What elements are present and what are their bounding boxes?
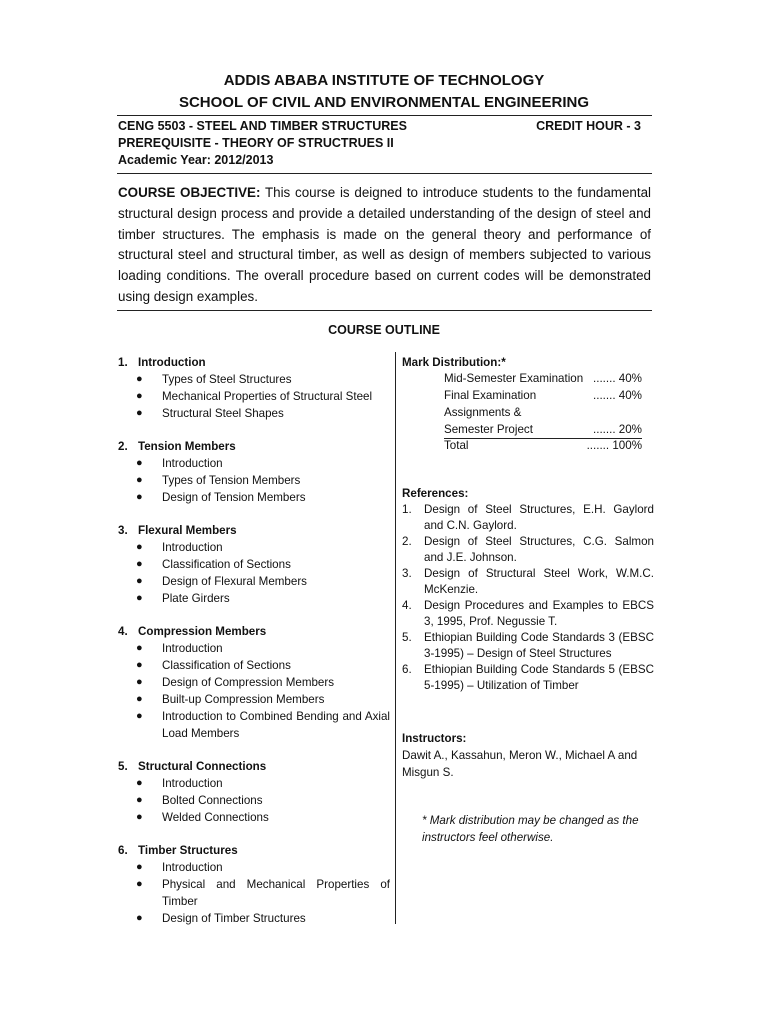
mark-row [444,371,642,387]
bullet-icon: ● [136,373,143,385]
topic-item [118,775,390,792]
reference-text: Design of Steel Structures, E.H. Gaylord and C.N. Gaylord. [424,503,654,532]
topic-item [118,573,390,590]
section-title: Structural Connections [138,760,267,773]
mark-total-row [444,438,642,454]
mark-note: * Mark distribution may be changed as the instructors feel otherwise. [422,814,639,844]
topic-list [118,640,390,742]
topic-text: Design of Flexural Members [162,575,307,588]
topic-item [118,691,390,708]
references-list [402,502,654,693]
topic-item [118,674,390,691]
bullet-icon: ● [136,541,143,553]
topic-item [118,876,390,910]
mark-value: ....... 100% [586,439,642,452]
topic-text: Introduction [162,457,223,470]
section-heading [118,522,390,539]
objective-text: This course is deigned to introduce students to the fundamental structural design process and provide a detailed understanding of the design of steel and timber structures. The emphasis is made on the general theory and performance of structural steel and structural timber, as well as design of members subjected to various loading conditions. The overall procedure based on current codes will be demonstrated using design examples. [118,185,651,304]
divider [117,115,652,116]
topic-text: Introduction to Combined Bending and Axial Load Members [162,710,390,740]
bullet-icon: ● [136,659,143,671]
section-number: 4. [118,625,128,638]
outline-section [118,758,390,826]
section-number: 5. [118,760,128,773]
topic-text: Introduction [162,861,223,874]
divider [117,173,652,174]
topic-text: Classification of Sections [162,659,291,672]
topic-text: Introduction [162,777,223,790]
academic-year: Academic Year: 2012/2013 [118,153,274,167]
mark-value: ....... 20% [593,423,642,436]
references-heading: References: [402,487,469,500]
bullet-icon: ● [136,491,143,503]
mark-label: Assignments & [444,406,522,419]
reference-item [402,566,654,597]
topic-text: Plate Girders [162,592,230,605]
reference-item [402,502,654,533]
section-number: 3. [118,524,128,537]
divider [117,310,652,311]
topic-text: Mechanical Properties of Structural Steel [162,390,373,403]
reference-number: 5. [402,631,412,644]
reference-text: Ethiopian Building Code Standards 3 (EBSC 3-1995) – Design of Steel Structures [424,631,654,660]
topic-item [118,371,390,388]
section-heading [118,623,390,640]
topic-text: Types of Tension Members [162,474,301,487]
instructors [402,730,654,781]
section-title: Timber Structures [138,844,238,857]
topic-text: Built-up Compression Members [162,693,325,706]
topic-item [118,708,390,742]
section-title: Introduction [138,356,206,369]
topic-item [118,910,390,927]
mark-value: ....... 40% [593,389,642,402]
bullet-icon: ● [136,861,143,873]
course-outline [118,354,390,943]
topic-list [118,775,390,826]
topic-item [118,472,390,489]
outline-section [118,354,390,422]
section-title: Flexural Members [138,524,237,537]
topic-item [118,489,390,506]
bullet-icon: ● [136,407,143,419]
school-title: SCHOOL OF CIVIL AND ENVIRONMENTAL ENGINEERING [178,94,590,111]
marks-heading: Mark Distribution:* [402,356,506,369]
topic-item [118,859,390,876]
reference-text: Ethiopian Building Code Standards 5 (EBSC 5-1995) – Utilization of Timber [424,663,654,692]
topic-item [118,388,390,405]
topic-item [118,405,390,422]
bullet-icon: ● [136,878,143,890]
bullet-icon: ● [136,457,143,469]
right-column [402,354,654,844]
topic-text: Design of Tension Members [162,491,306,504]
bullet-icon: ● [136,390,143,402]
reference-number: 2. [402,535,412,548]
section-heading [118,438,390,455]
topic-text: Design of Compression Members [162,676,335,689]
mark-row [444,388,642,404]
bullet-icon: ● [136,558,143,570]
objective-label: COURSE OBJECTIVE: [118,185,261,200]
reference-item [402,630,654,661]
mark-label: Mid-Semester Examination [444,372,584,385]
topic-item [118,590,390,607]
reference-number: 4. [402,599,412,612]
mark-row [444,422,642,439]
column-divider [395,352,396,924]
section-number: 6. [118,844,128,857]
outline-title: COURSE OUTLINE [328,323,440,337]
mark-value: ....... 40% [593,372,642,385]
mark-label: Semester Project [444,423,533,436]
topic-item [118,640,390,657]
reference-item [402,534,654,565]
topic-text: Classification of Sections [162,558,291,571]
mark-distribution [402,371,654,457]
topic-text: Welded Connections [162,811,269,824]
topic-list [118,455,390,506]
institute-title: ADDIS ABABA INSTITUTE OF TECHNOLOGY [223,72,545,89]
topic-list [118,539,390,607]
section-title: Tension Members [138,440,236,453]
topic-text: Design of Timber Structures [162,912,306,925]
mark-label: Total [444,439,469,452]
bullet-icon: ● [136,693,143,705]
instructors-heading: Instructors: [402,732,467,745]
bullet-icon: ● [136,811,143,823]
bullet-icon: ● [136,912,143,924]
outline-section [118,522,390,607]
bullet-icon: ● [136,474,143,486]
section-number: 2. [118,440,128,453]
reference-number: 6. [402,663,412,676]
topic-item [118,556,390,573]
bullet-icon: ● [136,710,143,722]
mark-label: Final Examination [444,389,537,402]
instructor-names: Dawit A., Kassahun, Meron W., Michael A and Misgun S. [402,749,638,779]
topic-text: Introduction [162,541,223,554]
topic-item [118,657,390,674]
topic-item [118,539,390,556]
reference-item [402,662,654,693]
outline-section [118,438,390,506]
reference-text: Design of Steel Structures, C.G. Salmon and J.E. Johnson. [424,535,654,564]
outline-section [118,623,390,742]
topic-text: Structural Steel Shapes [162,407,284,420]
reference-number: 3. [402,567,412,580]
reference-number: 1. [402,503,412,516]
section-heading [118,758,390,775]
credit-hour: CREDIT HOUR - 3 [536,119,641,133]
mark-row [444,405,642,421]
bullet-icon: ● [136,592,143,604]
topic-text: Types of Steel Structures [162,373,292,386]
bullet-icon: ● [136,642,143,654]
topic-item [118,455,390,472]
topic-item [118,809,390,826]
section-heading [118,354,390,371]
bullet-icon: ● [136,794,143,806]
prerequisite: PREREQUISITE - THEORY OF STRUCTRUES II [118,136,394,150]
course-objective [118,183,651,308]
topic-text: Physical and Mechanical Properties of Timber [162,878,390,908]
course-code-title: CENG 5503 - STEEL AND TIMBER STRUCTURES [118,119,407,133]
section-heading [118,842,390,859]
topic-text: Bolted Connections [162,794,263,807]
reference-text: Design Procedures and Examples to EBCS 3, 1995, Prof. Negussie T. [424,599,654,628]
reference-item [402,598,654,629]
reference-text: Design of Structural Steel Work, W.M.C. McKenzie. [424,567,654,596]
topic-text: Introduction [162,642,223,655]
section-title: Compression Members [138,625,267,638]
bullet-icon: ● [136,676,143,688]
bullet-icon: ● [136,575,143,587]
outline-section [118,842,390,927]
topic-list [118,859,390,927]
bullet-icon: ● [136,777,143,789]
topic-item [118,792,390,809]
section-number: 1. [118,356,128,369]
topic-list [118,371,390,422]
